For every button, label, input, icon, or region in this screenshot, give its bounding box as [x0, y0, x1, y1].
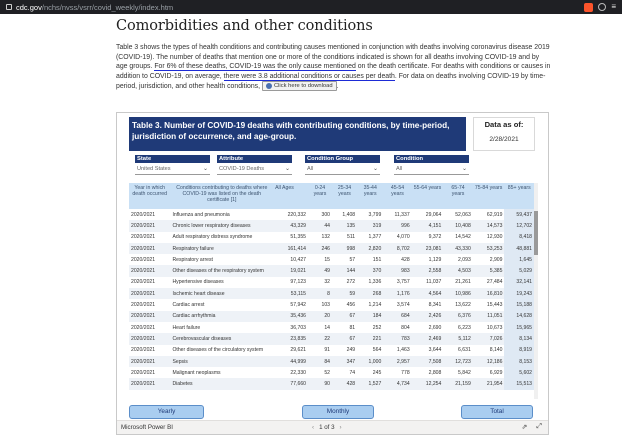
- value-cell: 511: [332, 232, 357, 243]
- download-icon: [266, 83, 272, 89]
- value-cell: 8,140: [473, 345, 505, 356]
- value-cell: 19,243: [504, 288, 534, 299]
- value-cell: 245: [357, 367, 383, 378]
- table-row: [129, 345, 534, 356]
- share-icon[interactable]: ⇗: [521, 424, 528, 431]
- value-cell: 2,820: [357, 243, 383, 254]
- column-header[interactable]: 0-24 years: [308, 183, 332, 209]
- table-row: [129, 265, 534, 276]
- slicer-value: All: [307, 166, 314, 172]
- value-cell: 20: [308, 311, 332, 322]
- value-cell: 36,703: [273, 322, 308, 333]
- value-cell: 12,186: [473, 356, 505, 367]
- para-text-1: Table 3 shows the types of health conditions and contributing causes mentioned in conjunction with deaths involving coronavirus disease 2019 (COVID-19). The number of deaths that mention one or more of the conditions indicated is shown for all deaths involving COVID-19 and by age groups.: [116, 44, 550, 71]
- slicer-dropdown[interactable]: [135, 163, 210, 175]
- next-page-icon[interactable]: ›: [339, 424, 342, 431]
- value-cell: 347: [332, 356, 357, 367]
- value-cell: 3,757: [383, 277, 411, 288]
- year-cell: 2020/2021: [129, 277, 170, 288]
- value-cell: 4,734: [383, 378, 411, 389]
- table-row: [129, 220, 534, 231]
- value-cell: 77,660: [273, 378, 308, 389]
- value-cell: 456: [332, 299, 357, 310]
- year-cell: 2020/2021: [129, 356, 170, 367]
- value-cell: 8: [308, 288, 332, 299]
- value-cell: 48,881: [504, 243, 534, 254]
- value-cell: 53,115: [273, 288, 308, 299]
- year-cell: 2020/2021: [129, 333, 170, 344]
- table-row: [129, 232, 534, 243]
- tab-monthly[interactable]: Monthly: [302, 405, 374, 419]
- column-header[interactable]: 85+ years: [504, 183, 534, 209]
- tab-yearly[interactable]: Yearly: [129, 405, 204, 419]
- table-row: [129, 356, 534, 367]
- table-row: [129, 243, 534, 254]
- column-header[interactable]: All Ages: [273, 183, 308, 209]
- value-cell: 6,631: [443, 345, 472, 356]
- chevron-down-icon: ⌄: [372, 166, 378, 172]
- value-cell: 10,427: [273, 254, 308, 265]
- value-cell: 23,081: [412, 243, 444, 254]
- condition-cell: Heart failure: [170, 322, 273, 333]
- value-cell: 81: [332, 322, 357, 333]
- slicer-condition-group[interactable]: [305, 155, 380, 175]
- condition-cell: Other diseases of the respiratory system: [170, 265, 273, 276]
- year-cell: 2020/2021: [129, 345, 170, 356]
- page-navigator: [307, 424, 347, 431]
- year-cell: 2020/2021: [129, 367, 170, 378]
- menu-icon[interactable]: ≡: [611, 2, 616, 11]
- value-cell: 4,151: [412, 220, 444, 231]
- value-cell: 91: [308, 345, 332, 356]
- value-cell: 1,377: [357, 232, 383, 243]
- slicer-value: United States: [137, 166, 171, 172]
- value-cell: 59,437: [504, 209, 534, 220]
- value-cell: 35,436: [273, 311, 308, 322]
- value-cell: 67: [332, 311, 357, 322]
- value-cell: 10,408: [443, 220, 472, 231]
- value-cell: 97,123: [273, 277, 308, 288]
- column-header[interactable]: Year in which death occurred: [129, 183, 170, 209]
- data-as-of-value: 2/28/2021: [489, 136, 519, 143]
- column-header[interactable]: 35-44 years: [357, 183, 383, 209]
- slicer-dropdown[interactable]: [394, 163, 469, 175]
- value-cell: 43,329: [273, 220, 308, 231]
- condition-cell: Ischemic heart disease: [170, 288, 273, 299]
- value-cell: 21,159: [443, 378, 472, 389]
- value-cell: 1,645: [504, 254, 534, 265]
- value-cell: 12,254: [412, 378, 444, 389]
- condition-cell: Cardiac arrhythmia: [170, 311, 273, 322]
- value-cell: 27,484: [473, 277, 505, 288]
- condition-cell: Malignant neoplasms: [170, 367, 273, 378]
- slicer-header: State: [135, 155, 210, 163]
- highlighted-text-2: there were 3.8 additional conditions or causes per death: [223, 72, 395, 80]
- prev-page-icon[interactable]: ‹: [312, 424, 315, 431]
- slicer-dropdown[interactable]: [217, 163, 292, 175]
- table-row: [129, 367, 534, 378]
- value-cell: 8,919: [504, 345, 534, 356]
- value-cell: 1,408: [332, 209, 357, 220]
- value-cell: 132: [308, 232, 332, 243]
- view-tabs: [129, 405, 538, 419]
- para-text-2: on the death certificate. For deaths with conditions or causes in addition to COVID-19, on average,: [116, 63, 551, 80]
- table-row: [129, 277, 534, 288]
- value-cell: 12,702: [504, 220, 534, 231]
- slicer-attribute[interactable]: [217, 155, 292, 175]
- value-cell: 10,673: [473, 322, 505, 333]
- lock-icon: [6, 4, 12, 10]
- value-cell: 12,930: [473, 232, 505, 243]
- brave-shield-icon[interactable]: [584, 3, 593, 12]
- value-cell: 7,508: [412, 356, 444, 367]
- value-cell: 1,527: [357, 378, 383, 389]
- slicer-condition[interactable]: [394, 155, 469, 175]
- value-cell: 44: [308, 220, 332, 231]
- value-cell: 300: [308, 209, 332, 220]
- para-end: .: [336, 83, 339, 91]
- value-cell: 62,919: [473, 209, 505, 220]
- value-cell: 2,558: [412, 265, 444, 276]
- para-text-3: . For data on deaths involving COVID-19 by time-period, jurisdiction, and other health conditions,: [116, 72, 546, 91]
- highlighted-text-1: For 6% of these deaths, COVID-19 was the only cause mentioned: [154, 63, 356, 71]
- fullscreen-icon[interactable]: ⤢: [536, 423, 542, 430]
- column-header[interactable]: Conditions contributing to deaths where COVID-19 was listed on the death certificate [1]: [170, 183, 273, 209]
- value-cell: 23,835: [273, 333, 308, 344]
- scrollbar-thumb[interactable]: [534, 211, 538, 255]
- year-cell: 2020/2021: [129, 209, 170, 220]
- value-cell: 1,463: [383, 345, 411, 356]
- value-cell: 252: [357, 322, 383, 333]
- condition-cell: Respiratory arrest: [170, 254, 273, 265]
- column-header[interactable]: 25-34 years: [332, 183, 357, 209]
- value-cell: 53,253: [473, 243, 505, 254]
- value-cell: 3,574: [383, 299, 411, 310]
- value-cell: 52: [308, 367, 332, 378]
- table-scrollbar[interactable]: [534, 183, 538, 399]
- value-cell: 14,573: [473, 220, 505, 231]
- value-cell: 272: [332, 277, 357, 288]
- data-as-of-card: [473, 117, 535, 151]
- condition-cell: Other diseases of the circulatory system: [170, 345, 273, 356]
- table-header-row: [129, 183, 534, 209]
- value-cell: 21,954: [473, 378, 505, 389]
- table-row: [129, 299, 534, 310]
- value-cell: 5,029: [504, 265, 534, 276]
- data-table: [129, 183, 534, 399]
- value-cell: 11,037: [412, 277, 444, 288]
- value-cell: 22,330: [273, 367, 308, 378]
- value-cell: 3,799: [357, 209, 383, 220]
- table-row: [129, 311, 534, 322]
- chevron-down-icon: ⌄: [202, 166, 208, 172]
- value-cell: 983: [383, 265, 411, 276]
- condition-cell: Diabetes: [170, 378, 273, 389]
- value-cell: 1,000: [357, 356, 383, 367]
- value-cell: 15,188: [504, 299, 534, 310]
- year-cell: 2020/2021: [129, 265, 170, 276]
- value-cell: 2,957: [383, 356, 411, 367]
- download-label: Click here to download: [273, 83, 333, 90]
- value-cell: 268: [357, 288, 383, 299]
- value-cell: 67: [332, 333, 357, 344]
- url-path: /nchs/nvss/vsrr/covid_weekly/index.htm: [41, 2, 174, 12]
- page-indicator: 1 of 3: [319, 424, 335, 431]
- value-cell: 3,644: [412, 345, 444, 356]
- column-header[interactable]: 45-54 years: [383, 183, 411, 209]
- browser-toolbar: [0, 0, 622, 14]
- value-cell: 29,621: [273, 345, 308, 356]
- value-cell: 90: [308, 378, 332, 389]
- value-cell: 428: [383, 254, 411, 265]
- year-cell: 2020/2021: [129, 311, 170, 322]
- column-header[interactable]: 75-84 years: [473, 183, 505, 209]
- value-cell: 804: [383, 322, 411, 333]
- slicer-value: All: [396, 166, 403, 172]
- condition-cell: Respiratory failure: [170, 243, 273, 254]
- value-cell: 44,999: [273, 356, 308, 367]
- value-cell: 84: [308, 356, 332, 367]
- value-cell: 52,063: [443, 209, 472, 220]
- value-cell: 8,341: [412, 299, 444, 310]
- download-button[interactable]: [262, 81, 337, 91]
- table-body: [129, 209, 534, 390]
- value-cell: 2,426: [412, 311, 444, 322]
- value-cell: 15: [308, 254, 332, 265]
- value-cell: 1,129: [412, 254, 444, 265]
- year-cell: 2020/2021: [129, 299, 170, 310]
- value-cell: 14,628: [504, 311, 534, 322]
- year-cell: 2020/2021: [129, 220, 170, 231]
- value-cell: 5,112: [443, 333, 472, 344]
- table-row: [129, 254, 534, 265]
- intro-paragraph: [116, 43, 552, 92]
- value-cell: 6,376: [443, 311, 472, 322]
- condition-cell: Influenza and pneumonia: [170, 209, 273, 220]
- powerbi-footer: [117, 420, 548, 434]
- value-cell: 16,810: [473, 288, 505, 299]
- powerbi-report: [116, 112, 549, 435]
- condition-cell: Chronic lower respiratory diseases: [170, 220, 273, 231]
- value-cell: 184: [357, 311, 383, 322]
- value-cell: 14: [308, 322, 332, 333]
- table-row: [129, 209, 534, 220]
- value-cell: 9,372: [412, 232, 444, 243]
- value-cell: 14,542: [443, 232, 472, 243]
- value-cell: 6,929: [473, 367, 505, 378]
- value-cell: 32: [308, 277, 332, 288]
- value-cell: 246: [308, 243, 332, 254]
- value-cell: 220,332: [273, 209, 308, 220]
- extension-icon[interactable]: [598, 3, 606, 11]
- value-cell: 1,176: [383, 288, 411, 299]
- data-as-of-label: Data as of:: [484, 120, 524, 129]
- slicer-value: COVID-19 Deaths: [219, 166, 265, 172]
- address-bar[interactable]: [16, 3, 173, 12]
- column-header[interactable]: 65-74 years: [443, 183, 472, 209]
- value-cell: 221: [357, 333, 383, 344]
- value-cell: 319: [357, 220, 383, 231]
- value-cell: 1,214: [357, 299, 383, 310]
- value-cell: 32,141: [504, 277, 534, 288]
- slicer-header: Attribute: [217, 155, 292, 163]
- value-cell: 57,942: [273, 299, 308, 310]
- value-cell: 151: [357, 254, 383, 265]
- value-cell: 11,337: [383, 209, 411, 220]
- value-cell: 51,355: [273, 232, 308, 243]
- value-cell: 4,070: [383, 232, 411, 243]
- chevron-down-icon: ⌄: [461, 166, 467, 172]
- value-cell: 2,808: [412, 367, 444, 378]
- condition-cell: Hypertensive diseases: [170, 277, 273, 288]
- value-cell: 2,093: [443, 254, 472, 265]
- slicer-header: Condition: [394, 155, 469, 163]
- table-row: [129, 322, 534, 333]
- table-row: [129, 333, 534, 344]
- value-cell: 22: [308, 333, 332, 344]
- value-cell: 2,909: [473, 254, 505, 265]
- slicer-bar: [135, 155, 475, 179]
- value-cell: 564: [357, 345, 383, 356]
- value-cell: 5,842: [443, 367, 472, 378]
- value-cell: 4,503: [443, 265, 472, 276]
- article: [116, 16, 552, 92]
- year-cell: 2020/2021: [129, 322, 170, 333]
- value-cell: 12,723: [443, 356, 472, 367]
- value-cell: 13,622: [443, 299, 472, 310]
- chevron-down-icon: ⌄: [284, 166, 290, 172]
- table-row: [129, 288, 534, 299]
- year-cell: 2020/2021: [129, 288, 170, 299]
- value-cell: 135: [332, 220, 357, 231]
- table-row: [129, 378, 534, 389]
- slicer-header: Condition Group: [305, 155, 380, 163]
- value-cell: 8,418: [504, 232, 534, 243]
- value-cell: 778: [383, 367, 411, 378]
- powerbi-brand[interactable]: Microsoft Power BI: [121, 424, 173, 431]
- value-cell: 74: [332, 367, 357, 378]
- value-cell: 370: [357, 265, 383, 276]
- year-cell: 2020/2021: [129, 254, 170, 265]
- value-cell: 15,965: [504, 322, 534, 333]
- condition-cell: Adult respiratory distress syndrome: [170, 232, 273, 243]
- value-cell: 998: [332, 243, 357, 254]
- column-header[interactable]: 55-64 years: [412, 183, 444, 209]
- slicer-state[interactable]: [135, 155, 210, 175]
- value-cell: 15,513: [504, 378, 534, 389]
- condition-cell: Cerebrovascular diseases: [170, 333, 273, 344]
- value-cell: 57: [332, 254, 357, 265]
- value-cell: 5,385: [473, 265, 505, 276]
- value-cell: 103: [308, 299, 332, 310]
- value-cell: 15,443: [473, 299, 505, 310]
- value-cell: 2,469: [412, 333, 444, 344]
- value-cell: 10,986: [443, 288, 472, 299]
- value-cell: 29,064: [412, 209, 444, 220]
- value-cell: 144: [332, 265, 357, 276]
- slicer-dropdown[interactable]: [305, 163, 380, 175]
- tab-total[interactable]: Total: [461, 405, 533, 419]
- value-cell: 59: [332, 288, 357, 299]
- value-cell: 43,330: [443, 243, 472, 254]
- value-cell: 4,564: [412, 288, 444, 299]
- url-host: cdc.gov: [16, 2, 42, 12]
- value-cell: 2,690: [412, 322, 444, 333]
- value-cell: 7,026: [473, 333, 505, 344]
- footer-tools: [522, 423, 542, 431]
- value-cell: 8,134: [504, 333, 534, 344]
- year-cell: 2020/2021: [129, 378, 170, 389]
- page-title: Comorbidities and other conditions: [116, 18, 373, 34]
- condition-cell: Cardiac arrest: [170, 299, 273, 310]
- value-cell: 21,261: [443, 277, 472, 288]
- year-cell: 2020/2021: [129, 243, 170, 254]
- value-cell: 161,414: [273, 243, 308, 254]
- value-cell: 996: [383, 220, 411, 231]
- condition-cell: Sepsis: [170, 356, 273, 367]
- value-cell: 1,336: [357, 277, 383, 288]
- value-cell: 19,021: [273, 265, 308, 276]
- value-cell: 428: [332, 378, 357, 389]
- report-title: Table 3. Number of COVID-19 deaths with contributing conditions, by time-period, jurisdiction of occurrence, and age-group.: [129, 117, 466, 151]
- value-cell: 783: [383, 333, 411, 344]
- year-cell: 2020/2021: [129, 232, 170, 243]
- value-cell: 8,153: [504, 356, 534, 367]
- value-cell: 5,602: [504, 367, 534, 378]
- value-cell: 684: [383, 311, 411, 322]
- value-cell: 49: [308, 265, 332, 276]
- value-cell: 249: [332, 345, 357, 356]
- value-cell: 6,223: [443, 322, 472, 333]
- value-cell: 8,702: [383, 243, 411, 254]
- value-cell: 11,051: [473, 311, 505, 322]
